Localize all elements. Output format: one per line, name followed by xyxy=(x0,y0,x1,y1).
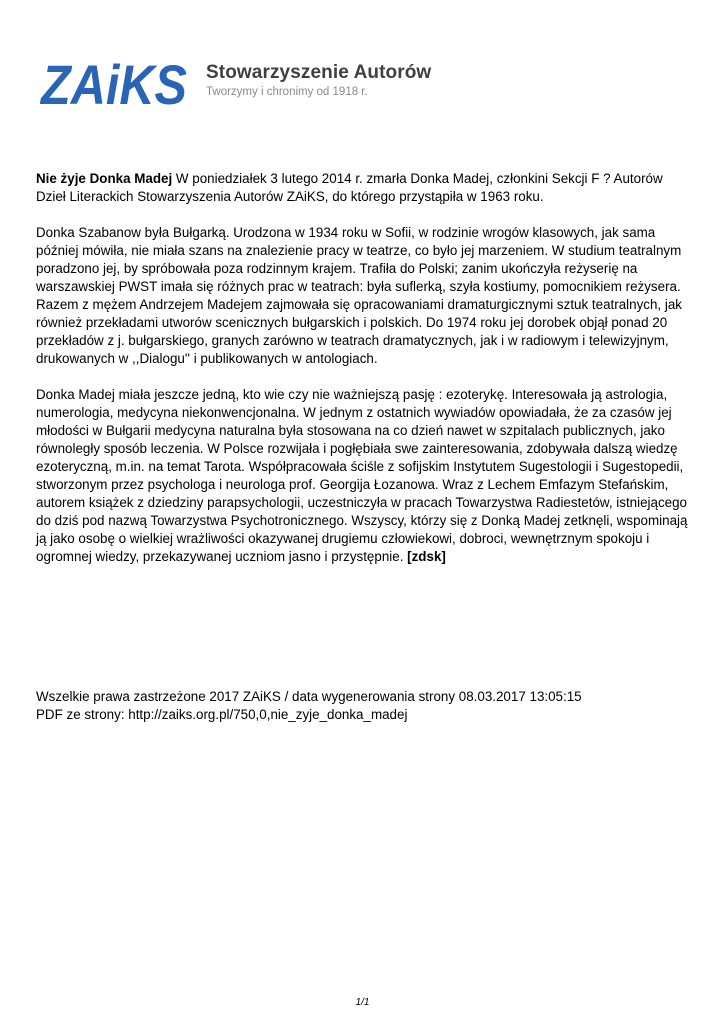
article-lead-text: W poniedziałek 3 lutego 2014 r. zmarła Donka Madej, członkini Sekcji F ? Autorów Dzieł Literackich Stowarzyszenia Autorów ZAiKS, do którego przystąpiła w 1963 roku. xyxy=(36,171,663,204)
page-footer xyxy=(36,688,696,724)
page-header xyxy=(39,53,432,116)
svg-text:ZAiKS: ZAiKS xyxy=(39,53,188,116)
brand-block xyxy=(206,62,431,99)
article-paragraph-2: Donka Szabanow była Bułgarką. Urodzona w 1934 roku w Sofii, w rodzinie wrogów klasowych, jak sama później mówiła, nie miała szans na znalezienie pracy w teatrze, co było jej marzeniem. W studium teatralnym poradzono jej, by spróbowała poza rodzinnym krajem. Trafiła do Polski; zanim ukończyła reżyserię na warszawskiej PWST imała się różnych prac w teatrach: była suflerką, szyła kostiumy, pomocnikiem reżysera. Razem z mężem Andrzejem Madejem zajmowała się opracowaniami dramaturgicznymi sztuk teatralnych, jak również przekładami utworów scenicznych bułgarskich i polskich. Do 1974 roku jej dorobek objął ponad 20 przekładów z j. bułgarskiego, granych zarówno w teatrach dramatycznych, jak i w radiowym i telewizyjnym, drukowanych w ,,Dialogu'' i publikowanych w antologiach. xyxy=(36,225,682,366)
article-body xyxy=(36,170,696,584)
article-paragraph-3-text: Donka Madej miała jeszcze jedną, kto wie czy nie ważniejszą pasję : ezoterykę. Interesowała ją astrologia, numerologia, medycyna niekonwencjonalna. W jednym z ostatnich wywiadów opowiadała, że za czasów jej młodości w Bułgarii medycyna naturalna była stosowana na co dzień nawet w szpitalach publicznych, jako równoległy sposób leczenia. W Polsce rozwijała i pogłębiała swe zainteresowania, zdobywała dalszą wiedzę ezoteryczną, m.in. na temat Tarota. Współpracowała ściśle z sofijskim Instytutem Sugestologii i Sugestopedii, stworzonym przez psychologa i neurologa prof. Georgija Łozanowa. Wraz z Lechem Emfazym Stefańskim, autorem książek z dziedziny parapsychologii, uczestniczyła w pracach Towarzystwa Radiestetów, istniejącego do dziś pod nazwą Towarzystwa Psychotronicznego. Wszyscy, którzy się z Donką Madej zetknęli, wspominają ją jako osobę o wielkiej wrażliwości okazywanej drugiemu człowiekowi, dobroci, wewnętrznym spokoju i ogromnej wiedzy, przekazywanej uczniom jasno i przystępnie. xyxy=(36,387,688,564)
pdf-source-line: PDF ze strony: http://zaiks.org.pl/750,0,nie_zyje_donka_madej xyxy=(36,707,408,722)
zaiks-logo xyxy=(39,53,190,116)
article-lead-paragraph xyxy=(36,170,696,206)
article-title: Nie żyje Donka Madej xyxy=(36,171,173,186)
article-paragraph-3 xyxy=(36,386,696,566)
org-name: Stowarzyszenie Autorów xyxy=(206,62,432,83)
article-signature: [zdsk] xyxy=(407,549,446,564)
copyright-line: Wszelkie prawa zastrzeżone 2017 ZAiKS / data wygenerowania strony 08.03.2017 13:05:15 xyxy=(36,689,582,704)
page-number: 1/1 xyxy=(355,997,370,1008)
org-tagline: Tworzymy i chronimy od 1918 r. xyxy=(206,86,368,98)
